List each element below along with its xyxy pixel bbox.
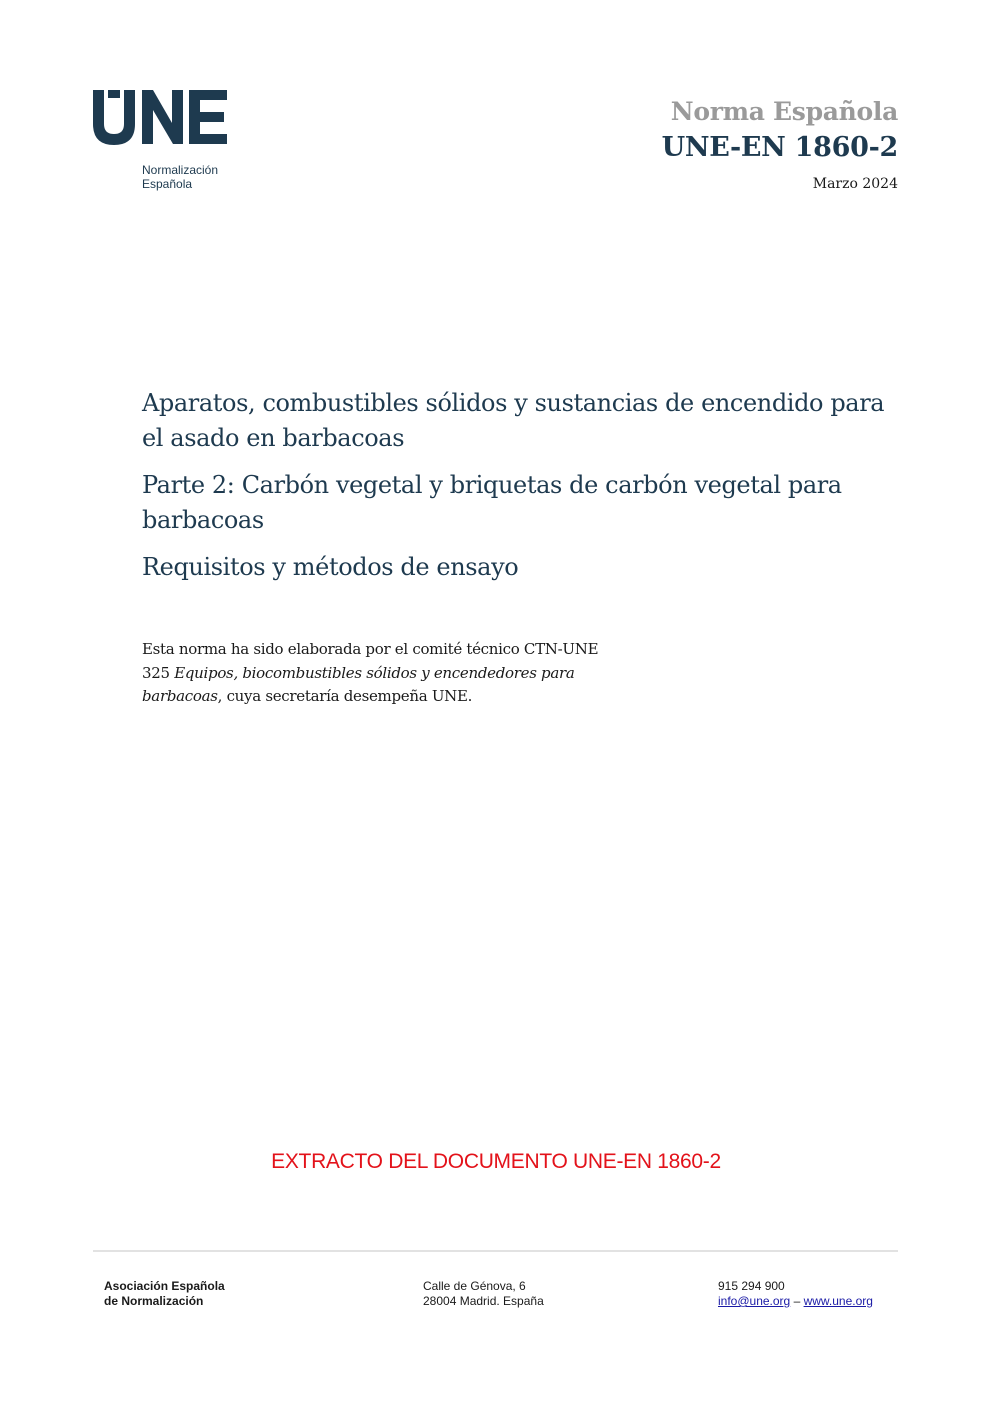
website-link[interactable]: www.une.org <box>803 1294 873 1308</box>
footer-divider <box>93 1250 898 1252</box>
logo-subtitle <box>142 163 218 191</box>
committee-name: Equipos, biocombustibles sólidos y encendedores para barbacoas <box>142 663 575 705</box>
standard-label: Norma Española <box>670 97 898 126</box>
footer-org-line2: de Normalización <box>104 1294 204 1308</box>
standard-header <box>662 96 898 192</box>
committee-outro: , cuya secretaría desempeña UNE. <box>217 687 473 705</box>
part-title: Parte 2: Carbón vegetal y briquetas de carbón vegetal para barbacoas <box>142 471 842 534</box>
document-titles <box>142 386 912 597</box>
logo-subtitle-line2: Española <box>142 177 193 191</box>
standard-code: UNE-EN 1860-2 <box>661 132 898 163</box>
committee-statement <box>142 638 602 709</box>
footer-phone: 915 294 900 <box>718 1279 785 1293</box>
footer-contact <box>718 1279 873 1309</box>
footer-address-line1: Calle de Génova, 6 <box>423 1279 526 1293</box>
subtitle: Requisitos y métodos de ensayo <box>142 553 519 581</box>
une-logo-mark <box>93 90 227 146</box>
publication-date: Marzo 2024 <box>812 176 898 192</box>
footer-address-line2: 28004 Madrid. España <box>423 1294 544 1308</box>
une-logo <box>93 90 233 191</box>
footer-link-separator: – <box>790 1294 804 1308</box>
footer-address <box>423 1279 544 1309</box>
committee-intro: Esta norma ha sido elaborada por el comité técnico CTN-UNE 325 <box>142 640 599 682</box>
email-link[interactable]: info@une.org <box>718 1294 791 1308</box>
main-title: Aparatos, combustibles sólidos y sustancias de encendido para el asado en barbacoas <box>142 389 885 452</box>
extract-notice: EXTRACTO DEL DOCUMENTO UNE-EN 1860-2 <box>271 1150 721 1173</box>
footer-organization <box>104 1279 225 1309</box>
footer-links <box>718 1294 873 1309</box>
logo-subtitle-line1: Normalización <box>142 163 219 177</box>
footer-org-line1: Asociación Española <box>104 1279 225 1293</box>
